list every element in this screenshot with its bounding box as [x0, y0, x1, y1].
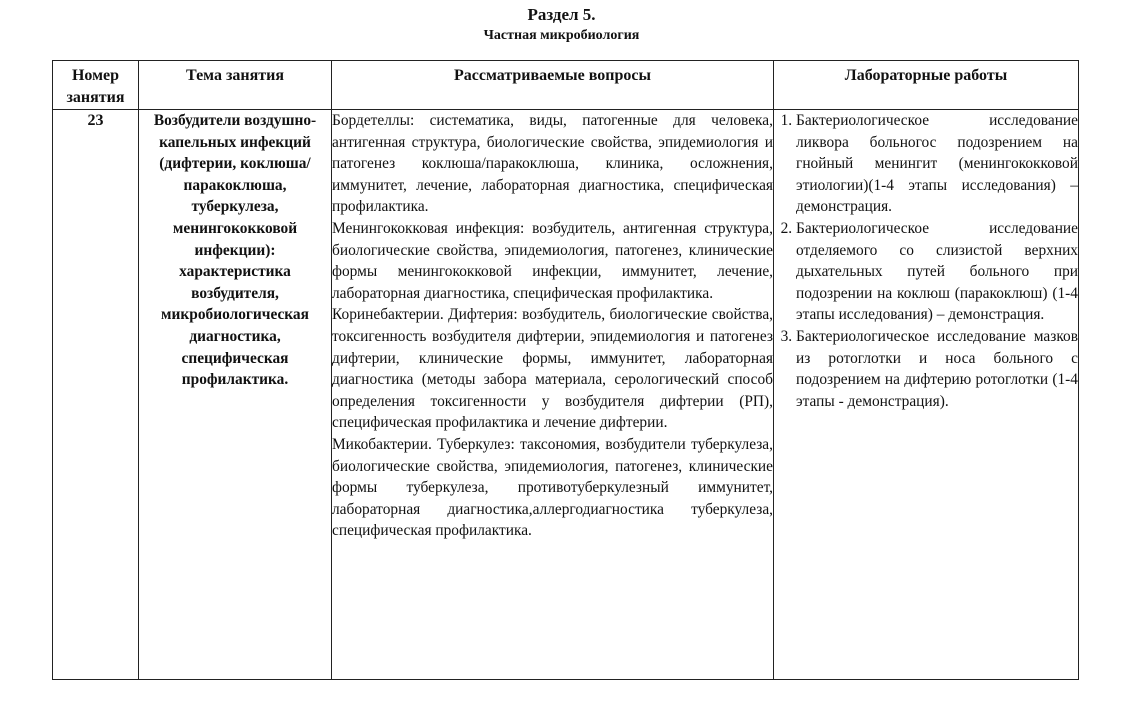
column-header-labs: Лабораторные работы [774, 61, 1079, 110]
lesson-labs [774, 110, 1079, 680]
section-title: Раздел 5. [527, 5, 596, 24]
question-meningococcal: Менингококковая инфекция: возбудитель, антигенная структура, биологические свойства, эпидемиология, патогенез, клинические формы менингококковой инфекции, иммунитет, лечение, лабораторная диагностика, специфическая профилактика. [332, 219, 773, 302]
column-header-questions: Рассматриваемые вопросы [332, 61, 774, 110]
table-row [53, 110, 1079, 680]
question-tuberculosis: Микобактерии. Туберкулез: таксономия, возбудители туберкулеза, биологические свойства, эпидемиология, патогенез, клинические формы туберкулеза, противотуберкулезный иммунитет, лабораторная диагностика,аллергодиагностика туберкулеза, специфическая профилактика. [332, 435, 773, 540]
lab-item-meningitis: 1. Бактериологическое исследование ликвора больногос подозрением на гнойный менингит (менингококковой этиологии)(1-4 этапы исследования) – демонстрация. [796, 110, 1078, 218]
section-subtitle: Частная микробиология [483, 28, 640, 43]
curriculum-table [52, 60, 1079, 680]
labs-list [774, 110, 1078, 412]
question-bordetella: Бордетеллы: систематика, виды, патогенные для человека, антигенная структура, биологические свойства, эпидемиология и патогенез коклюша/паракоклюша, клиника, осложнения, иммунитет, лечение, лабораторная диагностика, специфическая профилактика. [332, 112, 773, 216]
lesson-questions [332, 110, 774, 680]
question-diphtheria: Коринебактерии. Дифтерия: возбудитель, биологические свойства, токсигенность возбудителя дифтерии, эпидемиология и патогенез дифтерии, клинические формы, иммунитет, лабораторная диагностика (методы забора материала, серологический способ определения токсигенности у возбудителя дифтерии (РП), специфическая профилактика и лечение дифтерии. [332, 306, 773, 432]
lab-item-diphtheria: 3. Бактериологическое исследование мазков из ротоглотки и носа больного с подозрением на дифтерию ротоглотки (1-4 этапы - демонстрация). [796, 326, 1078, 412]
lab-item-pertussis: 2. Бактериологическое исследование отделяемого со слизистой верхних дыхательных путей больного при подозрении на коклюш (паракоклюш) (1-4 этапы исследования) – демонстрация. [796, 218, 1078, 326]
lesson-number: 23 [53, 110, 139, 680]
lesson-topic: Возбудители воздушно-капельных инфекций (дифтерии, коклюша/паракоклюша, туберкулеза, менингококковой инфекции): характеристика возбудителя, микробиологическая диагностика, специфическая профилактика. [139, 110, 332, 680]
column-header-number: Номер занятия [53, 61, 139, 110]
table-header-row [53, 61, 1079, 110]
column-header-topic: Тема занятия [139, 61, 332, 110]
